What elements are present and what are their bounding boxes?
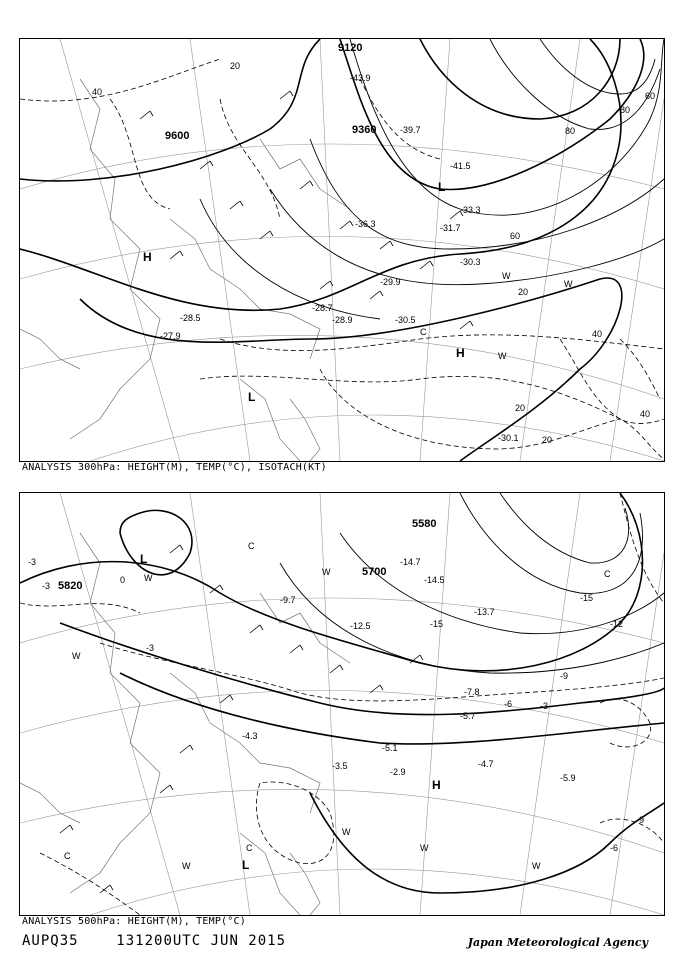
high-center: H (143, 250, 152, 264)
high-center: H (456, 346, 465, 360)
temp-value: -33.3 (460, 205, 481, 215)
temp-value: -5.9 (560, 773, 576, 783)
chart-identifier (22, 933, 286, 949)
warm-center: W (182, 861, 191, 871)
agency-name: Japan Meteorological Agency (467, 936, 648, 949)
temp-value: -14.5 (424, 575, 445, 585)
isotherm-label: -3 (540, 701, 549, 711)
warm-center: W (532, 861, 541, 871)
temp-value: -30.3 (460, 257, 481, 267)
low-center: L (140, 552, 148, 566)
temp-value: -36.3 (355, 219, 376, 229)
temp-value: -5.7 (460, 711, 476, 721)
temp-value: -29.9 (380, 277, 401, 287)
isotach-label: 80 (620, 105, 631, 115)
height-contours-thin (280, 493, 664, 673)
isotach-label: 60 (645, 91, 656, 101)
isotach-label: 80 (565, 126, 576, 136)
cold-center: C (604, 569, 611, 579)
temp-value: -28.9 (332, 315, 353, 325)
isotach-label: 20 (542, 435, 553, 445)
map-500hpa-canvas (20, 493, 664, 915)
height-label: 5580 (412, 518, 437, 530)
height-label: 9120 (338, 42, 363, 54)
isotherm-label: -3 (146, 643, 155, 653)
isotherm-label: -6 (610, 843, 619, 853)
cold-center: C (246, 843, 253, 853)
height-label: 5820 (58, 580, 83, 592)
analysis-time: 131200UTC JUN 2015 (116, 933, 287, 949)
low-center: L (438, 180, 446, 194)
isotherm-label: -6 (504, 699, 513, 709)
temp-value: -2.9 (390, 767, 406, 777)
isotherm-label: -15 (580, 593, 594, 603)
warm-center: W (564, 279, 573, 289)
cold-center: C (420, 327, 427, 337)
low-center: L (248, 390, 256, 404)
bulletin-code: AUPQ35 (22, 933, 79, 949)
temp-value: -39.7 (400, 125, 421, 135)
warm-center: W (502, 271, 511, 281)
temp-value: -43.9 (350, 73, 371, 83)
temp-value: -4.3 (242, 731, 258, 741)
cold-center: C (64, 851, 71, 861)
isotach-label: 20 (518, 287, 529, 297)
height-label: 9360 (352, 124, 377, 136)
isotach-label: 20 (230, 61, 241, 71)
temp-value: -3.5 (332, 761, 348, 771)
warm-center: W (342, 827, 351, 837)
warm-center: W (72, 651, 81, 661)
panel-caption-300hpa: ANALYSIS 300hPa: HEIGHT(M), TEMP(°C), ISOTACH(KT) (22, 462, 327, 473)
isotachs (200, 39, 664, 319)
isotherm-label: -15 (430, 619, 444, 629)
high-center: H (432, 778, 441, 792)
low-center: L (242, 858, 250, 872)
temp-value: -9.7 (280, 595, 296, 605)
isotach-label: 40 (592, 329, 603, 339)
temp-value: -30.1 (498, 433, 519, 443)
panel-caption-500hpa: ANALYSIS 500hPa: HEIGHT(M), TEMP(°C) (22, 916, 246, 927)
temp-value: -41.5 (450, 161, 471, 171)
isotach-label: 40 (92, 87, 103, 97)
temp-value: -28.7 (312, 303, 333, 313)
temp-value: -28.5 (180, 313, 201, 323)
isotherms (20, 59, 664, 459)
map-panel-500hpa (19, 492, 665, 916)
isotherm-label: -9 (636, 815, 645, 825)
temp-value: -30.5 (395, 315, 416, 325)
isotherm-label: -3 (42, 581, 51, 591)
cold-center: C (248, 541, 255, 551)
isotach-label: 60 (510, 231, 521, 241)
warm-center: W (420, 843, 429, 853)
warm-center: W (498, 351, 507, 361)
map-panel-300hpa (19, 38, 665, 462)
wind-barbs (140, 91, 473, 329)
map-300hpa-canvas (20, 39, 664, 461)
temp-value: -4.7 (478, 759, 494, 769)
wind-barbs (60, 545, 423, 893)
temp-value: -14.7 (400, 557, 421, 567)
isotach-label: 40 (640, 409, 651, 419)
temp-value: -5.1 (382, 743, 398, 753)
isotherm-label: 0 (120, 575, 126, 585)
warm-center: W (322, 567, 331, 577)
temp-value: -13.7 (474, 607, 495, 617)
isotach-label: 20 (515, 403, 526, 413)
isotherm-label: -12 (610, 619, 624, 629)
height-label: 9600 (165, 130, 190, 142)
temp-value: -12.5 (350, 621, 371, 631)
temp-value: -7.8 (464, 687, 480, 697)
isotherm-label: -9 (560, 671, 569, 681)
height-label: 5700 (362, 566, 387, 578)
isotherm-label: -3 (28, 557, 37, 567)
temp-value: -31.7 (440, 223, 461, 233)
temp-value: -27.9 (160, 331, 181, 341)
warm-center: W (144, 573, 153, 583)
